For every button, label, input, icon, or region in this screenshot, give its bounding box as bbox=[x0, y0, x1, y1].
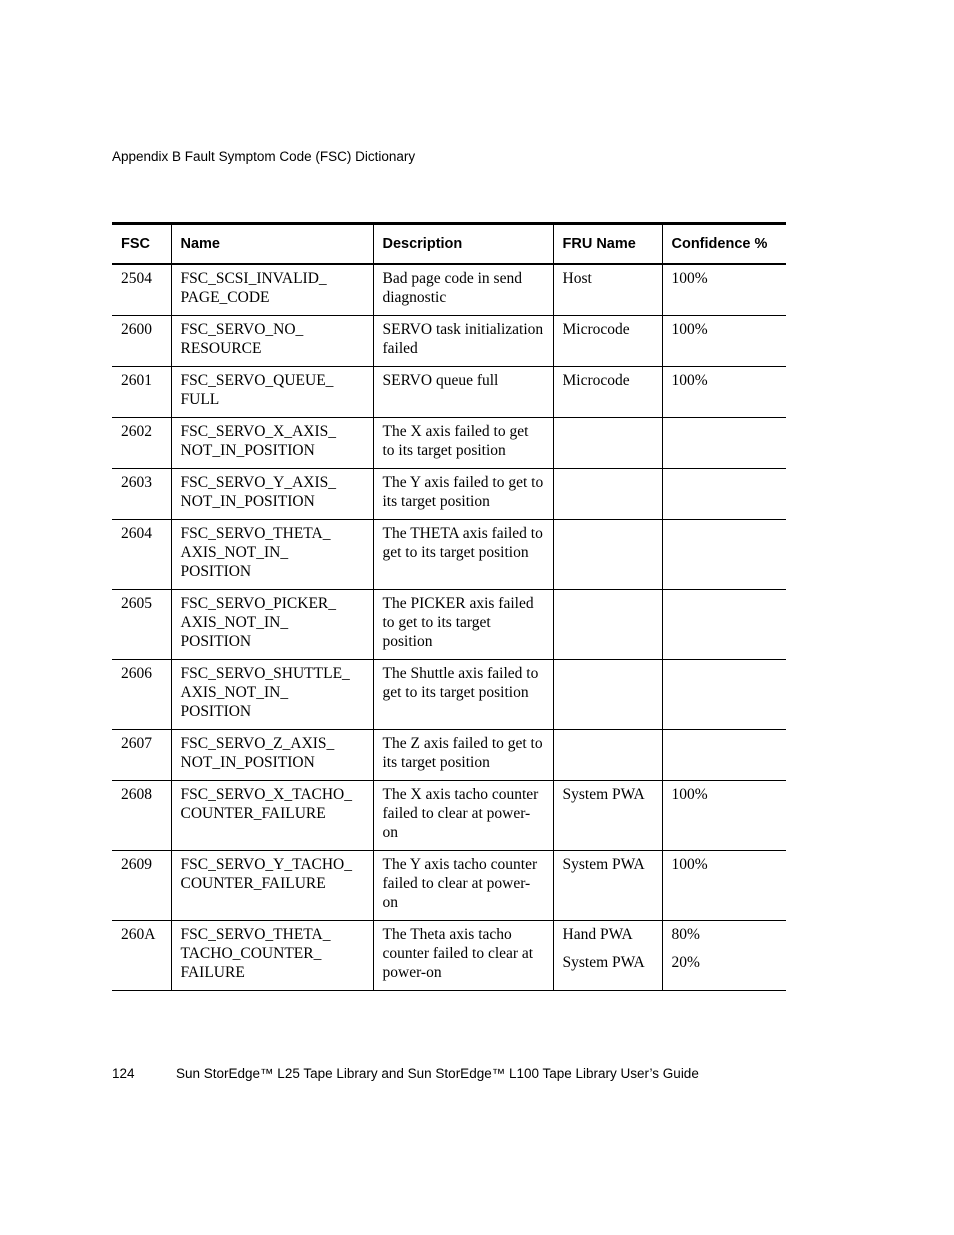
fsc-code-cell: 2600 bbox=[112, 316, 171, 367]
confidence-value: 80% bbox=[671, 926, 700, 943]
confidence-cell bbox=[662, 520, 786, 590]
document-title: Sun StorEdge™ L25 Tape Library and Sun StorEdge™ L100 Tape Library User’s Guide bbox=[176, 1066, 699, 1081]
fru-name-cell bbox=[553, 367, 662, 418]
running-head: Appendix B Fault Symptom Code (FSC) Dictionary bbox=[112, 149, 416, 164]
fsc-name-cell: FSC_SERVO_Z_AXIS_ NOT_IN_POSITION bbox=[171, 730, 373, 781]
header-row bbox=[112, 224, 786, 265]
confidence-cell bbox=[662, 781, 786, 851]
fru-name: System PWA bbox=[562, 954, 645, 971]
table-row bbox=[112, 418, 786, 469]
table-row bbox=[112, 264, 786, 316]
fsc-name-cell: FSC_SERVO_Y_AXIS_ NOT_IN_POSITION bbox=[171, 469, 373, 520]
table-row bbox=[112, 469, 786, 520]
fsc-name-cell: FSC_SERVO_SHUTTLE_ AXIS_NOT_IN_ POSITION bbox=[171, 660, 373, 730]
confidence-value: 100% bbox=[671, 321, 708, 338]
confidence-cell bbox=[662, 660, 786, 730]
table-row bbox=[112, 781, 786, 851]
confidence-cell bbox=[662, 590, 786, 660]
description-cell: SERVO queue full bbox=[373, 367, 553, 418]
column-header-fsc: FSC bbox=[121, 236, 150, 252]
fru-name-cell bbox=[553, 316, 662, 367]
confidence-value: 100% bbox=[671, 270, 708, 287]
fsc-code-cell: 2602 bbox=[112, 418, 171, 469]
column-header-fru-name: FRU Name bbox=[553, 224, 662, 265]
table-row bbox=[112, 660, 786, 730]
fsc-code-cell: 2608 bbox=[112, 781, 171, 851]
column-header-name: Name bbox=[171, 224, 373, 265]
description-cell: The Theta axis tacho counter failed to clear at power-on bbox=[373, 921, 553, 991]
fru-name-cell bbox=[553, 921, 662, 991]
fsc-name-cell: FSC_SERVO_X_AXIS_ NOT_IN_POSITION bbox=[171, 418, 373, 469]
description-cell: The Y axis failed to get to its target position bbox=[373, 469, 553, 520]
table-row bbox=[112, 316, 786, 367]
table-row bbox=[112, 730, 786, 781]
fsc-name-cell: FSC_SCSI_INVALID_ PAGE_CODE bbox=[171, 264, 373, 316]
fsc-code-cell: 2604 bbox=[112, 520, 171, 590]
fsc-name-cell: FSC_SERVO_QUEUE_ FULL bbox=[171, 367, 373, 418]
column-header-description: Description bbox=[373, 224, 553, 265]
confidence-value: 100% bbox=[671, 372, 708, 389]
fru-name: Microcode bbox=[562, 321, 630, 338]
fru-name: Microcode bbox=[562, 372, 630, 389]
fru-name: System PWA bbox=[562, 856, 645, 873]
description-cell: The Y axis tacho counter failed to clear at power-on bbox=[373, 851, 553, 921]
description-cell: The X axis failed to get to its target position bbox=[373, 418, 553, 469]
confidence-cell bbox=[662, 469, 786, 520]
fru-name-cell bbox=[553, 418, 662, 469]
confidence-value: 100% bbox=[671, 786, 708, 803]
confidence-value: 20% bbox=[671, 954, 700, 971]
description-cell: The THETA axis failed to get to its target position bbox=[373, 520, 553, 590]
description-cell: The X axis tacho counter failed to clear at power-on bbox=[373, 781, 553, 851]
table-row bbox=[112, 851, 786, 921]
fru-name-cell bbox=[553, 660, 662, 730]
fru-name: Hand PWA bbox=[562, 926, 633, 943]
confidence-cell bbox=[662, 921, 786, 991]
confidence-value: 100% bbox=[671, 856, 708, 873]
confidence-cell bbox=[662, 264, 786, 316]
description-cell: The Z axis failed to get to its target position bbox=[373, 730, 553, 781]
fsc-name-cell: FSC_SERVO_THETA_ AXIS_NOT_IN_ POSITION bbox=[171, 520, 373, 590]
fsc-code-cell: 2609 bbox=[112, 851, 171, 921]
fsc-code-cell: 2606 bbox=[112, 660, 171, 730]
column-header-confidence: Confidence % bbox=[662, 224, 786, 265]
confidence-cell bbox=[662, 316, 786, 367]
fsc-code-cell: 2601 bbox=[112, 367, 171, 418]
fsc-code-cell: 2504 bbox=[112, 264, 171, 316]
fru-name-cell bbox=[553, 730, 662, 781]
table-row bbox=[112, 921, 786, 991]
fsc-name-cell: FSC_SERVO_Y_TACHO_ COUNTER_FAILURE bbox=[171, 851, 373, 921]
confidence-cell bbox=[662, 418, 786, 469]
fru-name-cell bbox=[553, 851, 662, 921]
table-row bbox=[112, 520, 786, 590]
confidence-cell bbox=[662, 730, 786, 781]
page-number: 124 bbox=[112, 1066, 135, 1081]
confidence-cell bbox=[662, 851, 786, 921]
table-row bbox=[112, 367, 786, 418]
fsc-code-cell: 260A bbox=[112, 921, 171, 991]
fsc-name-cell: FSC_SERVO_X_TACHO_ COUNTER_FAILURE bbox=[171, 781, 373, 851]
confidence-cell bbox=[662, 367, 786, 418]
fru-name-cell bbox=[553, 469, 662, 520]
fru-name: System PWA bbox=[562, 786, 645, 803]
fsc-table bbox=[112, 222, 786, 991]
description-cell: SERVO task initialization failed bbox=[373, 316, 553, 367]
fru-name-cell bbox=[553, 520, 662, 590]
description-cell: Bad page code in send diagnostic bbox=[373, 264, 553, 316]
table-row bbox=[112, 590, 786, 660]
table-body bbox=[112, 264, 786, 991]
description-cell: The Shuttle axis failed to get to its target position bbox=[373, 660, 553, 730]
fsc-name-cell: FSC_SERVO_PICKER_ AXIS_NOT_IN_ POSITION bbox=[171, 590, 373, 660]
description-cell: The PICKER axis failed to get to its target position bbox=[373, 590, 553, 660]
fru-name-cell bbox=[553, 264, 662, 316]
fsc-code-cell: 2607 bbox=[112, 730, 171, 781]
table-header bbox=[112, 224, 786, 265]
fru-name: Host bbox=[562, 270, 592, 287]
fsc-name-cell: FSC_SERVO_NO_ RESOURCE bbox=[171, 316, 373, 367]
fsc-code-cell: 2603 bbox=[112, 469, 171, 520]
fru-name-cell bbox=[553, 781, 662, 851]
fsc-name-cell: FSC_SERVO_THETA_ TACHO_COUNTER_ FAILURE bbox=[171, 921, 373, 991]
fru-name-cell bbox=[553, 590, 662, 660]
fsc-code-cell: 2605 bbox=[112, 590, 171, 660]
